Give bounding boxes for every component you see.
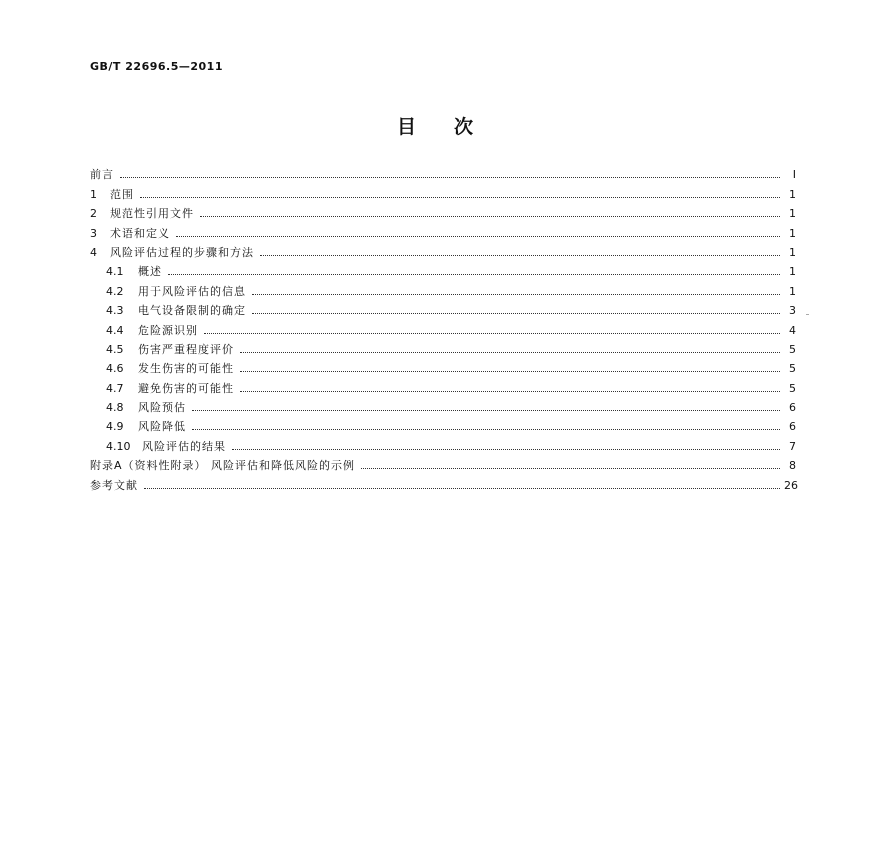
toc-entry-label: 概述 bbox=[138, 265, 162, 279]
toc-entry-page: 7 bbox=[789, 439, 796, 453]
toc-entry-label: 避免伤害的可能性 bbox=[138, 381, 234, 395]
toc-entry-number: 4 bbox=[90, 245, 97, 259]
dot-leader bbox=[144, 488, 780, 489]
dot-leader bbox=[140, 197, 780, 198]
toc-entry-4-2[interactable] bbox=[90, 278, 796, 297]
toc-entry-4-4[interactable] bbox=[90, 317, 796, 336]
toc-entry-number: 4.2 bbox=[106, 284, 124, 298]
toc-entry-foreword[interactable] bbox=[90, 162, 796, 181]
toc-entry-page: 6 bbox=[789, 401, 796, 415]
toc-entry-label: 风险评估的结果 bbox=[142, 439, 226, 453]
dot-leader bbox=[240, 391, 780, 392]
dot-leader bbox=[260, 255, 780, 256]
toc-entry-number: 1 bbox=[90, 187, 97, 201]
page-title: 目次 bbox=[396, 116, 511, 138]
toc-entry-number: 4.3 bbox=[106, 304, 124, 318]
dot-leader bbox=[200, 216, 780, 217]
dot-leader bbox=[120, 177, 780, 178]
toc-entry-label: 风险降低 bbox=[138, 420, 186, 434]
dot-leader bbox=[204, 333, 780, 334]
toc-entry-4-8[interactable] bbox=[90, 395, 796, 414]
toc-entry-4-1[interactable] bbox=[90, 259, 796, 278]
toc-entry-label: 用于风险评估的信息 bbox=[138, 284, 246, 298]
toc-entry-bibliography[interactable] bbox=[90, 472, 796, 491]
toc-entry-number: 4.8 bbox=[106, 401, 124, 415]
toc-entry-label: 危险源识别 bbox=[138, 323, 198, 337]
toc-entry-page: 1 bbox=[789, 284, 796, 298]
dot-leader bbox=[252, 294, 780, 295]
toc-entry-annex-a[interactable] bbox=[90, 453, 796, 472]
toc-entry-label: 前言 bbox=[90, 168, 114, 182]
dot-leader bbox=[232, 449, 780, 450]
toc-entry-page: 8 bbox=[789, 459, 796, 473]
toc-entry-number: 4.7 bbox=[106, 381, 124, 395]
toc-entry-page: 1 bbox=[789, 245, 796, 259]
toc-entry-number: 4.9 bbox=[106, 420, 124, 434]
toc-entry-page: 3 bbox=[789, 304, 796, 318]
toc-entry-4-3[interactable] bbox=[90, 298, 796, 317]
toc-entry-label: 术语和定义 bbox=[110, 226, 170, 240]
toc-entry-page: 6 bbox=[789, 420, 796, 434]
toc-entry-4-9[interactable] bbox=[90, 414, 796, 433]
toc-entry-1[interactable] bbox=[90, 181, 796, 200]
dot-leader bbox=[192, 429, 780, 430]
toc-entry-page: I bbox=[792, 168, 796, 182]
toc-entry-number: 4.1 bbox=[106, 265, 124, 279]
table-of-contents bbox=[90, 162, 796, 492]
toc-entry-label: 风险预估 bbox=[138, 401, 186, 415]
toc-entry-page: 1 bbox=[789, 207, 796, 221]
toc-entry-label: 风险评估过程的步骤和方法 bbox=[110, 245, 254, 259]
toc-entry-label: 电气设备限制的确定 bbox=[138, 304, 246, 318]
toc-entry-page: 5 bbox=[789, 342, 796, 356]
toc-entry-page: 5 bbox=[789, 362, 796, 376]
toc-entry-page: 5 bbox=[789, 381, 796, 395]
toc-entry-4-5[interactable] bbox=[90, 337, 796, 356]
toc-entry-4[interactable] bbox=[90, 240, 796, 259]
toc-entry-label: 发生伤害的可能性 bbox=[138, 362, 234, 376]
toc-entry-label: 参考文献 bbox=[90, 478, 138, 492]
toc-entry-4-6[interactable] bbox=[90, 356, 796, 375]
dot-leader bbox=[361, 468, 780, 469]
toc-entry-number: 4.6 bbox=[106, 362, 124, 376]
dot-leader bbox=[252, 313, 780, 314]
toc-entry-2[interactable] bbox=[90, 201, 796, 220]
dot-leader bbox=[176, 236, 780, 237]
toc-entry-page: 1 bbox=[789, 187, 796, 201]
dot-leader bbox=[192, 410, 780, 411]
toc-entry-page: 1 bbox=[789, 226, 796, 240]
toc-entry-page: 26 bbox=[784, 478, 798, 492]
toc-entry-4-10[interactable] bbox=[90, 433, 796, 452]
toc-entry-number: 4.4 bbox=[106, 323, 124, 337]
toc-entry-label: 附录A（资料性附录） 风险评估和降低风险的示例 bbox=[90, 459, 356, 473]
toc-entry-number: 2 bbox=[90, 207, 97, 221]
toc-entry-page: 4 bbox=[789, 323, 796, 337]
toc-entry-page: 1 bbox=[789, 265, 796, 279]
toc-entry-label: 范围 bbox=[110, 187, 134, 201]
toc-entry-number: 4.5 bbox=[106, 342, 124, 356]
toc-entry-number: 4.10 bbox=[106, 439, 131, 453]
scan-speck bbox=[806, 314, 809, 315]
toc-entry-3[interactable] bbox=[90, 220, 796, 239]
toc-entry-label: 规范性引用文件 bbox=[110, 207, 194, 221]
dot-leader bbox=[168, 274, 780, 275]
toc-entry-number: 3 bbox=[90, 226, 97, 240]
toc-entry-label: 伤害严重程度评价 bbox=[138, 342, 234, 356]
toc-entry-4-7[interactable] bbox=[90, 375, 796, 394]
dot-leader bbox=[240, 371, 780, 372]
dot-leader bbox=[240, 352, 780, 353]
document-code: GB/T 22696.5—2011 bbox=[90, 60, 223, 73]
